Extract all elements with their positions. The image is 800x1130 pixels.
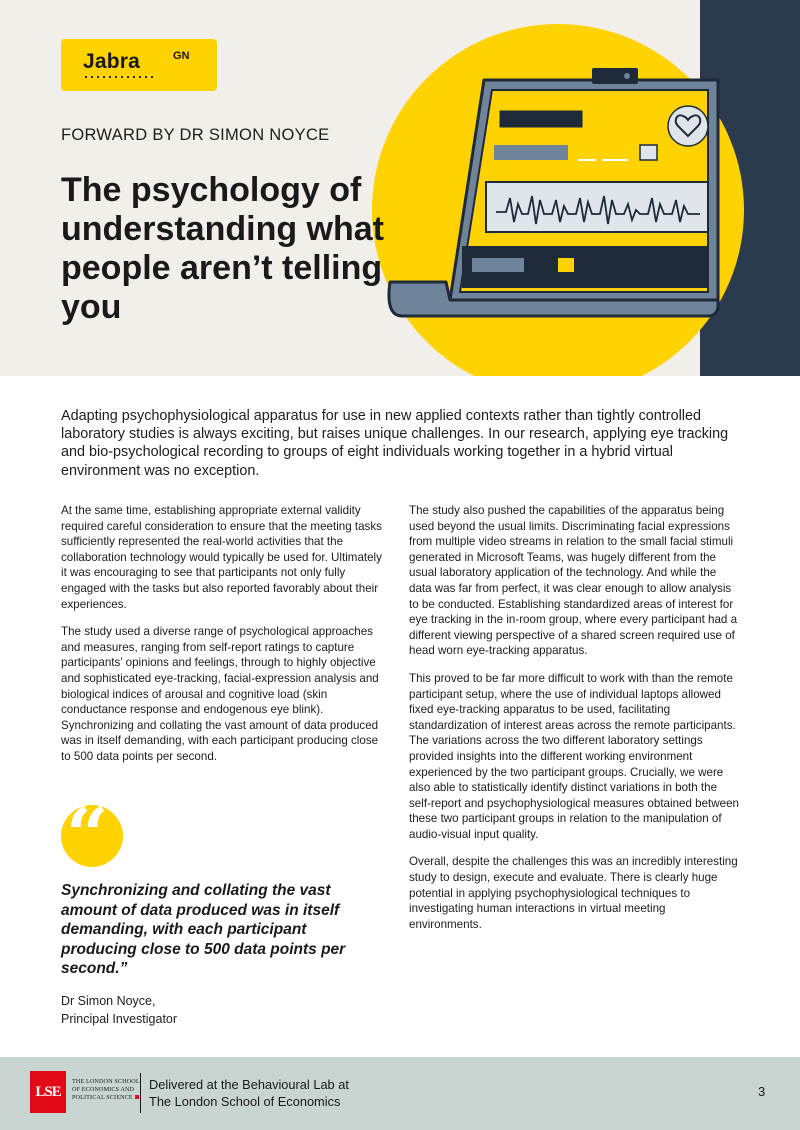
quote-glyph: “ [66, 793, 109, 879]
lse-name-line: OF ECONOMICS AND [72, 1086, 135, 1094]
quote-author: Dr Simon Noyce, [61, 994, 156, 1008]
body-paragraph: The study used a diverse range of psychological approaches and measures, ranging from self-report ratings to capture participants’ opinions and feelings, through to highly objective and sophisticated eye-tracking, facial-expression analysis and biological indices of arousal and cognitive load (skin conductance response and endogenous eye blink). Synchronizing and collating the vast amount of data produced was in itself demanding, with each participant producing close to 500 data points per second. [61, 625, 379, 763]
footer-credit [149, 1076, 349, 1110]
logo-dots [83, 76, 157, 78]
footer-credit-line: Delivered at the Behavioural Lab at [149, 1077, 349, 1092]
lse-name-line: THE LONDON SCHOOL [72, 1078, 140, 1085]
header-banner [0, 0, 800, 376]
jabra-logo [61, 39, 217, 91]
webcam-icon [592, 68, 638, 84]
page-footer [0, 1057, 800, 1130]
body-paragraph: At the same time, establishing appropriate external validity required careful consideration to ensure that the meeting tasks sufficiently represented the real-world activities that the collaboration technology would typically be used for. Ultimately it was encouraging to see that participants not only fully engaged with the tasks but also reported favorably about their experiences. [61, 504, 382, 611]
lse-full-name [72, 1078, 140, 1103]
page-subtitle: FORWARD BY DR SIMON NOYCE [61, 126, 330, 144]
screen-bar-dark [500, 111, 582, 127]
pull-quote: Synchronizing and collating the vast amount of data produced was in itself demanding, with each participant producing close to 500 data points per second.” [61, 882, 346, 977]
quote-role: Principal Investigator [61, 1011, 178, 1026]
heart-badge [668, 106, 708, 146]
logo-gn-mark: GN [173, 50, 190, 62]
body-paragraph: The study also pushed the capabilities of the apparatus being used beyond the usual limits. Discriminating facial expressions from multiple video streams in relation to the small facial stimuli generated in Microsoft Teams, was hugely different from the usual laboratory application of the technology. And while the data was far from perfect, it was clear enough to allow analysis to be conducted. Establishing standardized areas of interest for eye tracking in the in-room group, where every participant had a different viewing perspective of a shared screen required use of head worn eye-tracking apparatus. [409, 504, 738, 658]
screen-bar-grey [494, 145, 568, 160]
intro-paragraph: Adapting psychophysiological apparatus for use in new applied contexts rather than tightly controlled laboratory studies is always exciting, but raises unique challenges. In our research, applying eye tracking and bio-psychological recording to groups of eight individuals working together in a hybrid virtual environment was no exception. [61, 408, 729, 479]
left-column [61, 503, 383, 777]
page-number: 3 [758, 1084, 766, 1099]
lse-name-line: POLITICAL SCIENCE [72, 1094, 133, 1102]
lse-logo: LSE [30, 1071, 66, 1113]
right-column [409, 503, 739, 944]
page-title: The psychology of understanding what people aren’t telling you [61, 171, 384, 326]
body-paragraph: Overall, despite the challenges this was an incredibly interesting study to design, execute and evaluate. There is clearly huge potential in applying psychophysiological techniques to investigating human interactions in virtual meeting environments. [409, 855, 738, 931]
body-paragraph: This proved to be far more difficult to work with than the remote participant setup, where the use of individual laptops allowed fixed eye-tracking apparatus to be used, facilitating standardization of interest areas across the remote participants. The variations across the two different laboratory settings provided insights into the different working environment experienced by the two participant groups. Crucially, we were also able to statistically identify distinct variations in both the self-report and psychophysiological measures obtained between these two participant groups in relation to the manipulation of audio-visual input quality. [409, 671, 739, 841]
lse-name-line-last [72, 1094, 140, 1102]
quote-attribution [61, 993, 177, 1028]
footer-divider [140, 1073, 141, 1113]
logo-wordmark: Jabra [83, 50, 141, 73]
red-square-icon [135, 1095, 139, 1099]
footer-credit-line: The London School of Economics [149, 1094, 341, 1109]
quote-mark-icon [61, 793, 123, 879]
